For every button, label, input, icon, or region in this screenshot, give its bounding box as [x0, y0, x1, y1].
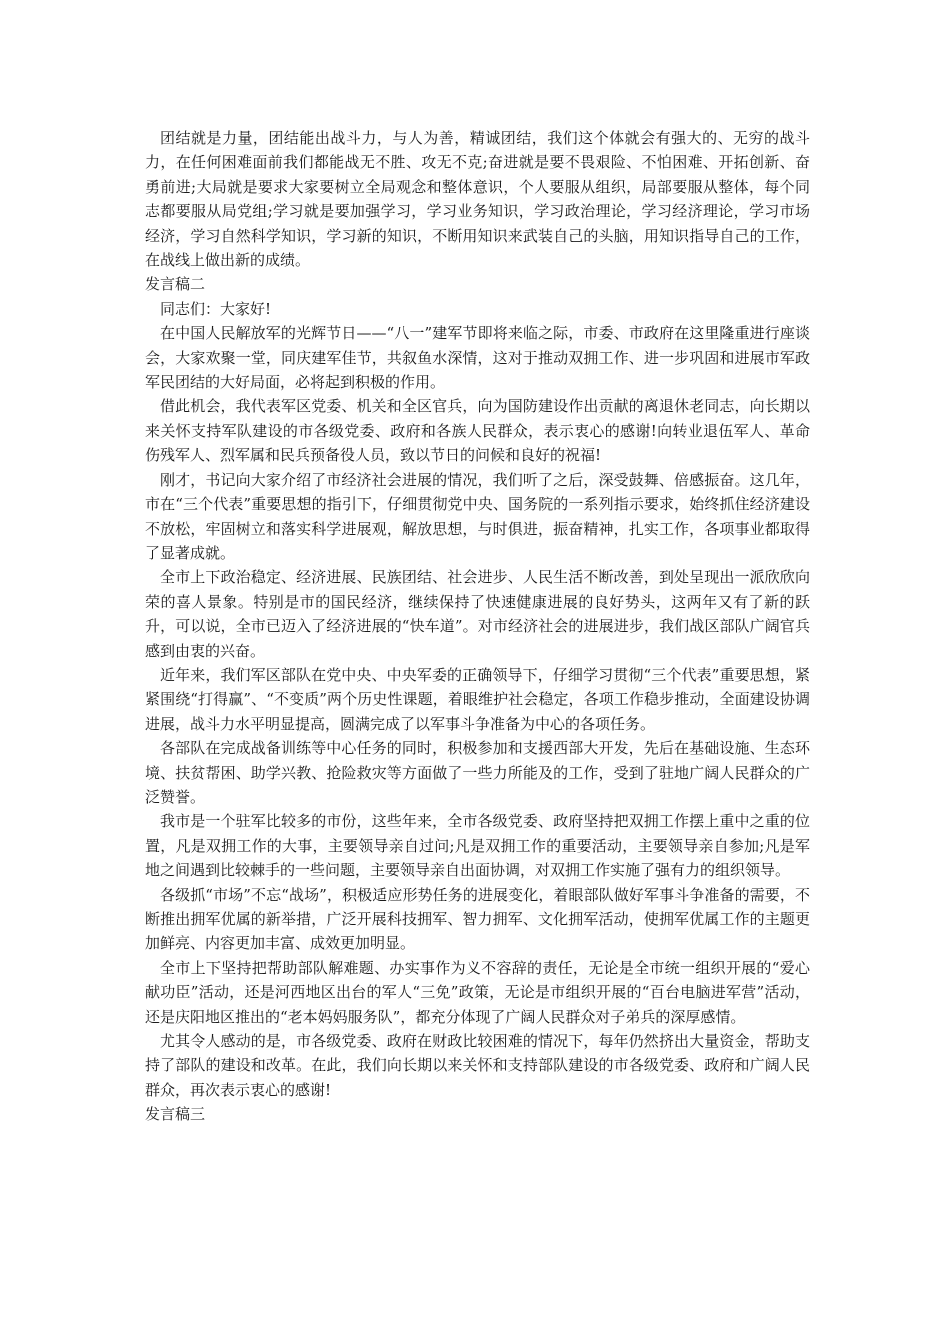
paragraph: 各级抓“市场”不忘“战场”，积极适应形势任务的进展变化，着眼部队做好军事斗争准备的需要，不断推出拥军优属的新举措，广泛开展科技拥军、智力拥军、文化拥军活动，使拥军优属工作的主题更加鲜亮、内容更加丰富、成效更加明显。: [145, 885, 810, 953]
document-body: [145, 126, 810, 1127]
section-heading: 发言稿二: [145, 275, 206, 294]
paragraph: 全市上下政治稳定、经济进展、民族团结、社会进步、人民生活不断改善，到处呈现出一派欣欣向荣的喜人景象。特别是市的国民经济，继续保持了快速健康进展的良好势头，这两年又有了新的跃升，可以说，全市已迈入了经济进展的“快车道”。对市经济社会的进展进步，我们战区部队广阔官兵感到由衷的兴奋。: [145, 568, 810, 660]
paragraph: 借此机会，我代表军区党委、机关和全区官兵，向为国防建设作出贡献的离退休老同志，向长期以来关怀支持军队建设的市各级党委、政府和各族人民群众，表示衷心的感谢!向转业退伍军人、革命伤残军人、烈军属和民兵预备役人员，致以节日的问候和良好的祝福!: [145, 397, 810, 465]
paragraph: 各部队在完成战备训练等中心任务的同时，积极参加和支援西部大开发，先后在基础设施、生态环境、扶贫帮困、助学兴教、抢险救灾等方面做了一些力所能及的工作，受到了驻地广阔人民群众的广泛赞誉。: [145, 739, 810, 806]
paragraph: 刚才，书记向大家介绍了市经济社会进展的情况，我们听了之后，深受鼓舞、倍感振奋。这几年，市在“三个代表”重要思想的指引下，仔细贯彻党中央、国务院的一系列指示要求，始终抓住经济建设不放松，牢固树立和落实科学进展观，解放思想，与时俱进，振奋精神，扎实工作，各项事业都取得了显著成就。: [145, 470, 810, 562]
paragraph: 团结就是力量，团结能出战斗力，与人为善，精诚团结，我们这个体就会有强大的、无穷的战斗力，在任何困难面前我们都能战无不胜、攻无不克;奋进就是要不畏艰险、不怕困难、开拓创新、奋勇前进;大局就是要求大家要树立全局观念和整体意识，个人要服从组织，局部要服从整体，每个同志都要服从局党组;学习就是要加强学习，学习业务知识，学习政治理论，学习经济理论，学习市场经济，学习自然科学知识，学习新的知识，不断用知识来武装自己的头脑，用知识指导自己的工作，在战线上做出新的成绩。: [145, 129, 810, 270]
paragraph: 全市上下坚持把帮助部队解难题、办实事作为义不容辞的责任，无论是全市统一组织开展的“爱心献功臣”活动，还是河西地区出台的军人“三免”政策，无论是市组织开展的“百台电脑进军营”活动，还是庆阳地区推出的“老本妈妈服务队”，都充分体现了广阔人民群众对子弟兵的深厚感情。: [145, 958, 810, 1026]
paragraph: 我市是一个驻军比较多的市份，这些年来，全市各级党委、政府坚持把双拥工作摆上重中之重的位置，凡是双拥工作的大事，主要领导亲自过问;凡是双拥工作的重要活动，主要领导亲自参加;凡是军地之间遇到比较棘手的一些问题，主要领导亲自出面协调，对双拥工作实施了强有力的组织领导。: [145, 812, 810, 880]
paragraph: 同志们：大家好!: [160, 299, 272, 318]
paragraph: 尤其令人感动的是，市各级党委、政府在财政比较困难的情况下，每年仍然挤出大量资金，帮助支持了部队的建设和改革。在此，我们向长期以来关怀和支持部队建设的市各级党委、政府和广阔人民群众，再次表示衷心的感谢!: [145, 1032, 810, 1099]
paragraph: 在中国人民解放军的光辉节日——“八一”建军节即将来临之际，市委、市政府在这里隆重进行座谈会，大家欢聚一堂，同庆建军佳节，共叙鱼水深情，这对于推动双拥工作、进一步巩固和进展市军政军民团结的大好局面，必将起到积极的作用。: [145, 324, 810, 392]
paragraph: 近年来，我们军区部队在党中央、中央军委的正确领导下，仔细学习贯彻“三个代表”重要思想，紧紧围绕“打得赢”、“不变质”两个历史性课题，着眼维护社会稳定，各项工作稳步推动，全面建设协调进展，战斗力水平明显提高，圆满完成了以军事斗争准备为中心的各项任务。: [145, 665, 810, 733]
section-heading: 发言稿三: [145, 1105, 206, 1124]
